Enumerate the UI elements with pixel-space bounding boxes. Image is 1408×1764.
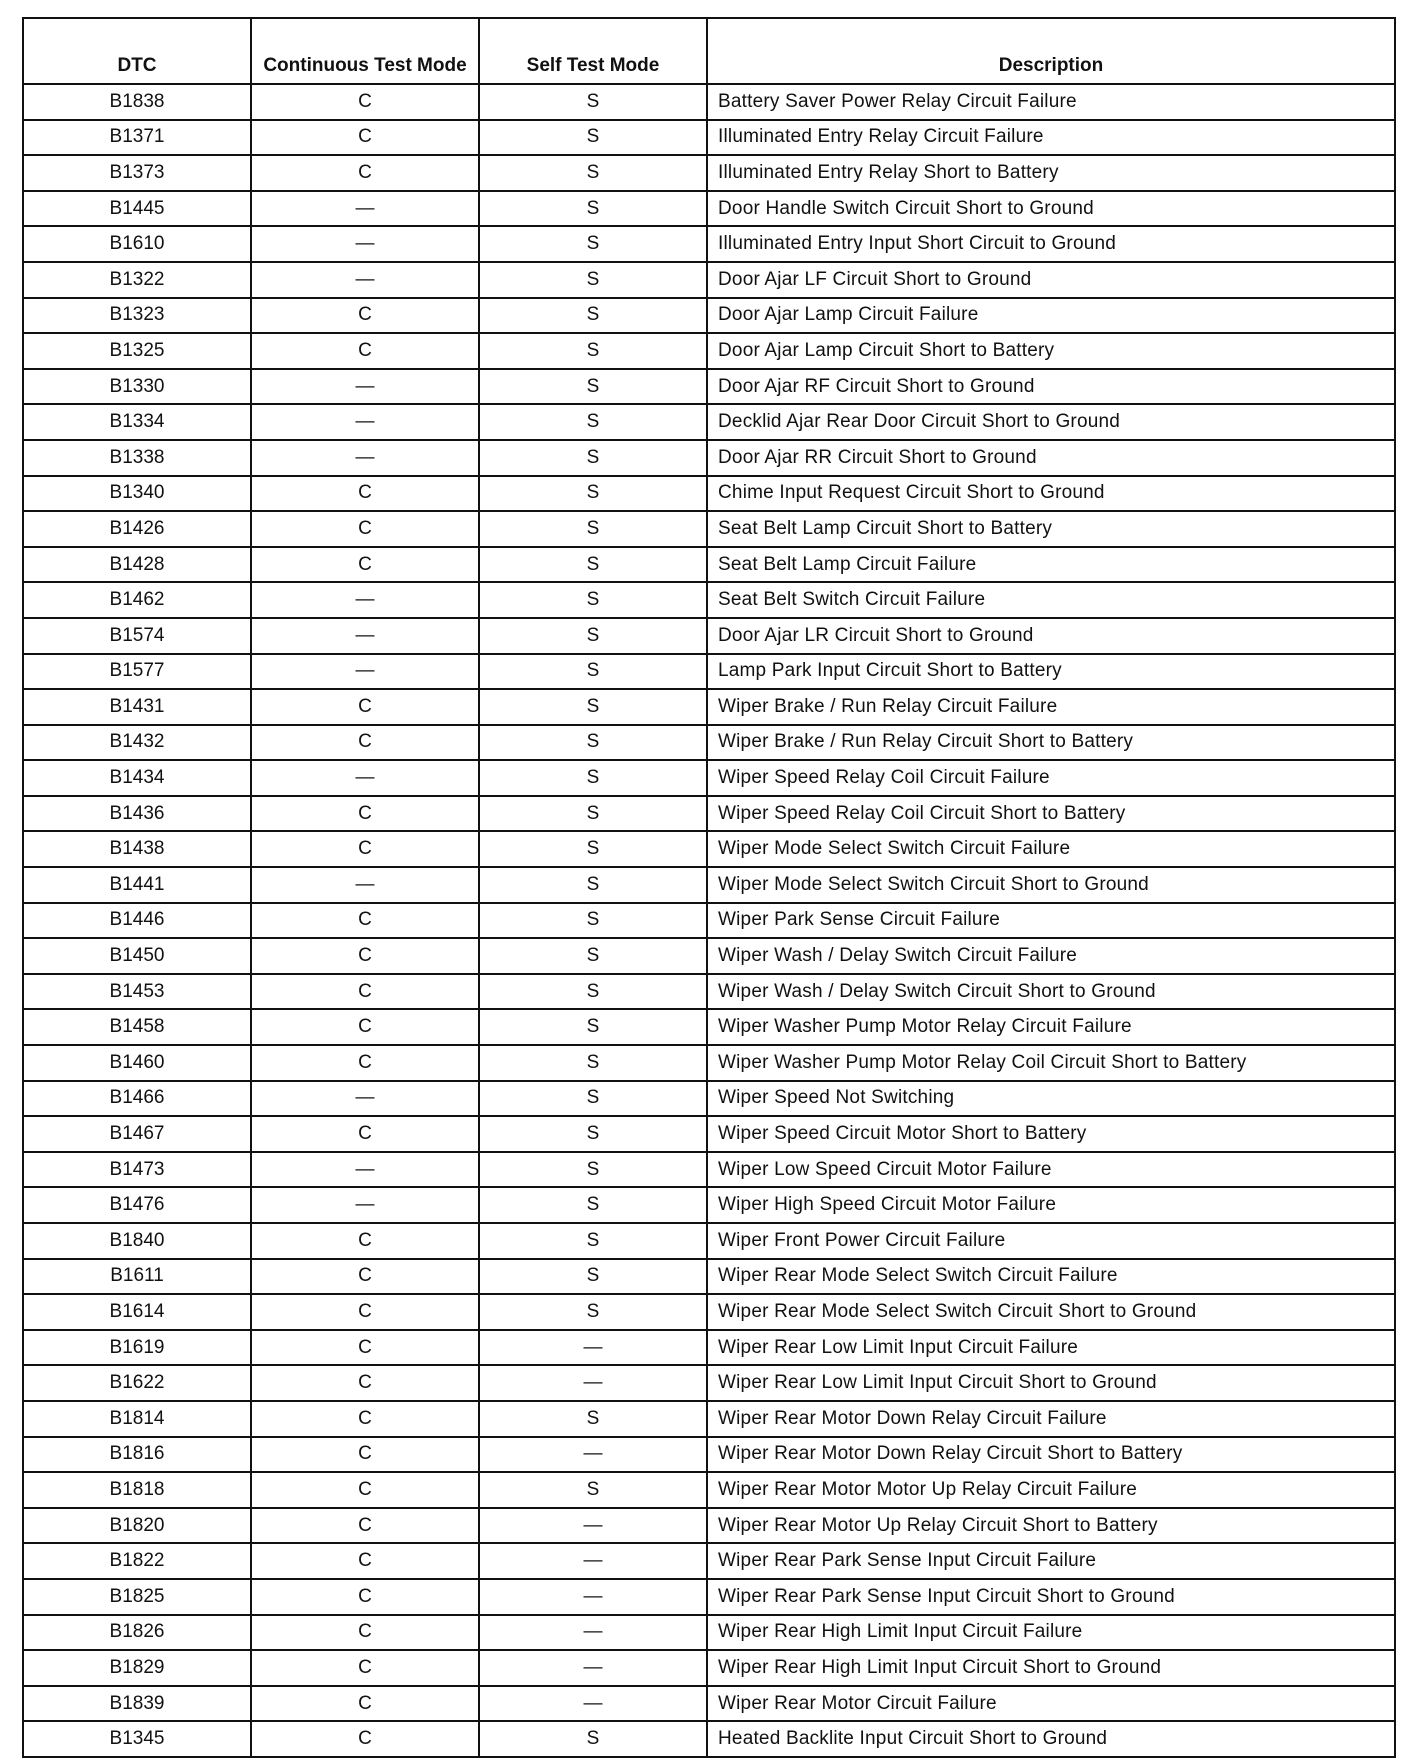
dtc-cell: B1577	[23, 654, 251, 690]
description-cell: Door Ajar LR Circuit Short to Ground	[707, 618, 1395, 654]
table-row	[23, 1116, 1395, 1152]
description-cell: Wiper Wash / Delay Switch Circuit Short to Ground	[707, 974, 1395, 1010]
table-row	[23, 511, 1395, 547]
table-row	[23, 226, 1395, 262]
dtc-cell: B1345	[23, 1721, 251, 1757]
continuous-test-cell: C	[251, 1365, 479, 1401]
table-row	[23, 333, 1395, 369]
continuous-test-cell: C	[251, 155, 479, 191]
table-row	[23, 1650, 1395, 1686]
continuous-test-cell: —	[251, 404, 479, 440]
dtc-cell: B1466	[23, 1081, 251, 1117]
continuous-test-cell: —	[251, 262, 479, 298]
continuous-test-cell: C	[251, 938, 479, 974]
continuous-test-cell: C	[251, 1650, 479, 1686]
table-row	[23, 369, 1395, 405]
self-test-cell: —	[479, 1686, 707, 1722]
description-cell: Wiper Speed Relay Coil Circuit Failure	[707, 760, 1395, 796]
description-cell: Wiper Rear Motor Down Relay Circuit Failure	[707, 1401, 1395, 1437]
table-row	[23, 1686, 1395, 1722]
self-test-cell: S	[479, 1721, 707, 1757]
description-cell: Wiper Rear Low Limit Input Circuit Short to Ground	[707, 1365, 1395, 1401]
dtc-cell: B1822	[23, 1543, 251, 1579]
header-self-test-mode: Self Test Mode	[479, 18, 707, 84]
continuous-test-cell: C	[251, 1437, 479, 1473]
dtc-cell: B1434	[23, 760, 251, 796]
description-cell: Wiper Washer Pump Motor Relay Circuit Failure	[707, 1009, 1395, 1045]
self-test-cell: S	[479, 120, 707, 156]
continuous-test-cell: C	[251, 298, 479, 334]
dtc-cell: B1325	[23, 333, 251, 369]
continuous-test-cell: C	[251, 1721, 479, 1757]
table-row	[23, 582, 1395, 618]
self-test-cell: S	[479, 1259, 707, 1295]
dtc-cell: B1574	[23, 618, 251, 654]
description-cell: Wiper Rear Motor Up Relay Circuit Short to Battery	[707, 1508, 1395, 1544]
continuous-test-cell: C	[251, 333, 479, 369]
self-test-cell: —	[479, 1365, 707, 1401]
dtc-cell: B1614	[23, 1294, 251, 1330]
description-cell: Wiper Speed Not Switching	[707, 1081, 1395, 1117]
self-test-cell: S	[479, 262, 707, 298]
description-cell: Wiper Rear Park Sense Input Circuit Short to Ground	[707, 1579, 1395, 1615]
continuous-test-cell: C	[251, 1615, 479, 1651]
self-test-cell: S	[479, 974, 707, 1010]
description-cell: Wiper Brake / Run Relay Circuit Short to Battery	[707, 725, 1395, 761]
continuous-test-cell: C	[251, 511, 479, 547]
self-test-cell: S	[479, 1401, 707, 1437]
description-cell: Wiper Rear Motor Circuit Failure	[707, 1686, 1395, 1722]
continuous-test-cell: C	[251, 120, 479, 156]
description-cell: Wiper Front Power Circuit Failure	[707, 1223, 1395, 1259]
table-row	[23, 618, 1395, 654]
continuous-test-cell: C	[251, 1508, 479, 1544]
self-test-cell: S	[479, 831, 707, 867]
continuous-test-cell: C	[251, 1045, 479, 1081]
dtc-cell: B1334	[23, 404, 251, 440]
table-row	[23, 689, 1395, 725]
description-cell: Door Ajar Lamp Circuit Short to Battery	[707, 333, 1395, 369]
table-row	[23, 440, 1395, 476]
self-test-cell: S	[479, 476, 707, 512]
self-test-cell: —	[479, 1543, 707, 1579]
continuous-test-cell: —	[251, 1152, 479, 1188]
continuous-test-cell: —	[251, 369, 479, 405]
self-test-cell: S	[479, 298, 707, 334]
dtc-cell: B1814	[23, 1401, 251, 1437]
continuous-test-cell: —	[251, 867, 479, 903]
table-row	[23, 1259, 1395, 1295]
continuous-test-cell: C	[251, 1009, 479, 1045]
description-cell: Wiper Park Sense Circuit Failure	[707, 903, 1395, 939]
description-cell: Wiper Washer Pump Motor Relay Coil Circuit Short to Battery	[707, 1045, 1395, 1081]
dtc-cell: B1838	[23, 84, 251, 120]
header-description: Description	[707, 18, 1395, 84]
table-row	[23, 1472, 1395, 1508]
description-cell: Heated Backlite Input Circuit Short to Ground	[707, 1721, 1395, 1757]
dtc-cell: B1473	[23, 1152, 251, 1188]
header-dtc: DTC	[23, 18, 251, 84]
header-continuous-test-mode: Continuous Test Mode	[251, 18, 479, 84]
description-cell: Wiper Speed Circuit Motor Short to Battery	[707, 1116, 1395, 1152]
continuous-test-cell: —	[251, 618, 479, 654]
continuous-test-cell: C	[251, 1401, 479, 1437]
table-row	[23, 974, 1395, 1010]
table-row	[23, 1401, 1395, 1437]
self-test-cell: S	[479, 369, 707, 405]
table-row	[23, 1045, 1395, 1081]
self-test-cell: S	[479, 155, 707, 191]
table-row	[23, 1223, 1395, 1259]
description-cell: Seat Belt Switch Circuit Failure	[707, 582, 1395, 618]
dtc-cell: B1825	[23, 1579, 251, 1615]
self-test-cell: S	[479, 618, 707, 654]
continuous-test-cell: C	[251, 1543, 479, 1579]
description-cell: Wiper Rear Mode Select Switch Circuit Short to Ground	[707, 1294, 1395, 1330]
self-test-cell: S	[479, 1294, 707, 1330]
continuous-test-cell: C	[251, 1116, 479, 1152]
description-cell: Lamp Park Input Circuit Short to Battery	[707, 654, 1395, 690]
dtc-cell: B1445	[23, 191, 251, 227]
continuous-test-cell: C	[251, 84, 479, 120]
description-cell: Wiper Speed Relay Coil Circuit Short to Battery	[707, 796, 1395, 832]
table-row	[23, 547, 1395, 583]
table-row	[23, 476, 1395, 512]
dtc-cell: B1441	[23, 867, 251, 903]
dtc-cell: B1330	[23, 369, 251, 405]
self-test-cell: S	[479, 867, 707, 903]
table-row	[23, 1187, 1395, 1223]
description-cell: Wiper Low Speed Circuit Motor Failure	[707, 1152, 1395, 1188]
dtc-cell: B1460	[23, 1045, 251, 1081]
dtc-cell: B1453	[23, 974, 251, 1010]
table-row	[23, 654, 1395, 690]
self-test-cell: S	[479, 1152, 707, 1188]
self-test-cell: S	[479, 1116, 707, 1152]
self-test-cell: —	[479, 1579, 707, 1615]
description-cell: Wiper Rear High Limit Input Circuit Failure	[707, 1615, 1395, 1651]
dtc-cell: B1450	[23, 938, 251, 974]
description-cell: Wiper Rear Motor Motor Up Relay Circuit Failure	[707, 1472, 1395, 1508]
self-test-cell: S	[479, 191, 707, 227]
dtc-cell: B1610	[23, 226, 251, 262]
self-test-cell: S	[479, 1081, 707, 1117]
table-row	[23, 1152, 1395, 1188]
continuous-test-cell: C	[251, 689, 479, 725]
table-row	[23, 84, 1395, 120]
table-row	[23, 796, 1395, 832]
description-cell: Wiper Rear Motor Down Relay Circuit Short to Battery	[707, 1437, 1395, 1473]
continuous-test-cell: C	[251, 1579, 479, 1615]
description-cell: Illuminated Entry Input Short Circuit to Ground	[707, 226, 1395, 262]
continuous-test-cell: C	[251, 1686, 479, 1722]
continuous-test-cell: —	[251, 654, 479, 690]
dtc-cell: B1340	[23, 476, 251, 512]
dtc-cell: B1438	[23, 831, 251, 867]
continuous-test-cell: —	[251, 440, 479, 476]
dtc-cell: B1839	[23, 1686, 251, 1722]
self-test-cell: S	[479, 404, 707, 440]
dtc-table	[22, 17, 1396, 1758]
dtc-cell: B1373	[23, 155, 251, 191]
table-row	[23, 867, 1395, 903]
description-cell: Seat Belt Lamp Circuit Failure	[707, 547, 1395, 583]
self-test-cell: —	[479, 1330, 707, 1366]
description-cell: Chime Input Request Circuit Short to Ground	[707, 476, 1395, 512]
dtc-cell: B1371	[23, 120, 251, 156]
description-cell: Illuminated Entry Relay Short to Battery	[707, 155, 1395, 191]
self-test-cell: —	[479, 1508, 707, 1544]
table-row	[23, 404, 1395, 440]
continuous-test-cell: —	[251, 1081, 479, 1117]
dtc-cell: B1432	[23, 725, 251, 761]
continuous-test-cell: C	[251, 903, 479, 939]
self-test-cell: S	[479, 440, 707, 476]
self-test-cell: —	[479, 1615, 707, 1651]
continuous-test-cell: C	[251, 1330, 479, 1366]
dtc-cell: B1446	[23, 903, 251, 939]
table-row	[23, 298, 1395, 334]
self-test-cell: S	[479, 547, 707, 583]
continuous-test-cell: C	[251, 476, 479, 512]
table-row	[23, 903, 1395, 939]
description-cell: Wiper Rear Mode Select Switch Circuit Failure	[707, 1259, 1395, 1295]
self-test-cell: S	[479, 654, 707, 690]
description-cell: Door Ajar RF Circuit Short to Ground	[707, 369, 1395, 405]
dtc-cell: B1818	[23, 1472, 251, 1508]
description-cell: Decklid Ajar Rear Door Circuit Short to Ground	[707, 404, 1395, 440]
self-test-cell: —	[479, 1650, 707, 1686]
dtc-cell: B1619	[23, 1330, 251, 1366]
table-row	[23, 262, 1395, 298]
table-row	[23, 831, 1395, 867]
continuous-test-cell: C	[251, 796, 479, 832]
dtc-cell: B1816	[23, 1437, 251, 1473]
dtc-cell: B1476	[23, 1187, 251, 1223]
description-cell: Wiper Rear Park Sense Input Circuit Failure	[707, 1543, 1395, 1579]
continuous-test-cell: —	[251, 191, 479, 227]
description-cell: Wiper Wash / Delay Switch Circuit Failure	[707, 938, 1395, 974]
description-cell: Door Ajar RR Circuit Short to Ground	[707, 440, 1395, 476]
self-test-cell: S	[479, 511, 707, 547]
self-test-cell: S	[479, 903, 707, 939]
dtc-cell: B1622	[23, 1365, 251, 1401]
dtc-cell: B1436	[23, 796, 251, 832]
self-test-cell: S	[479, 333, 707, 369]
dtc-cell: B1338	[23, 440, 251, 476]
self-test-cell: —	[479, 1437, 707, 1473]
self-test-cell: S	[479, 796, 707, 832]
table-row	[23, 1330, 1395, 1366]
dtc-cell: B1826	[23, 1615, 251, 1651]
table-row	[23, 1365, 1395, 1401]
continuous-test-cell: C	[251, 1472, 479, 1508]
continuous-test-cell: —	[251, 1187, 479, 1223]
dtc-cell: B1462	[23, 582, 251, 618]
self-test-cell: S	[479, 725, 707, 761]
dtc-cell: B1820	[23, 1508, 251, 1544]
continuous-test-cell: —	[251, 760, 479, 796]
dtc-cell: B1322	[23, 262, 251, 298]
self-test-cell: S	[479, 1223, 707, 1259]
table-row	[23, 155, 1395, 191]
description-cell: Door Handle Switch Circuit Short to Ground	[707, 191, 1395, 227]
dtc-cell: B1829	[23, 1650, 251, 1686]
continuous-test-cell: C	[251, 1294, 479, 1330]
self-test-cell: S	[479, 1009, 707, 1045]
dtc-cell: B1840	[23, 1223, 251, 1259]
dtc-cell: B1323	[23, 298, 251, 334]
table-row	[23, 725, 1395, 761]
table-row	[23, 120, 1395, 156]
table-row	[23, 938, 1395, 974]
self-test-cell: S	[479, 689, 707, 725]
continuous-test-cell: —	[251, 582, 479, 618]
dtc-cell: B1611	[23, 1259, 251, 1295]
description-cell: Wiper Rear High Limit Input Circuit Short to Ground	[707, 1650, 1395, 1686]
self-test-cell: S	[479, 582, 707, 618]
self-test-cell: S	[479, 938, 707, 974]
description-cell: Battery Saver Power Relay Circuit Failure	[707, 84, 1395, 120]
table-row	[23, 191, 1395, 227]
table-row	[23, 1081, 1395, 1117]
table-row	[23, 1508, 1395, 1544]
continuous-test-cell: C	[251, 831, 479, 867]
description-cell: Wiper High Speed Circuit Motor Failure	[707, 1187, 1395, 1223]
description-cell: Wiper Brake / Run Relay Circuit Failure	[707, 689, 1395, 725]
table-row	[23, 760, 1395, 796]
header-row	[23, 18, 1395, 84]
table-row	[23, 1437, 1395, 1473]
self-test-cell: S	[479, 1187, 707, 1223]
description-cell: Door Ajar Lamp Circuit Failure	[707, 298, 1395, 334]
description-cell: Illuminated Entry Relay Circuit Failure	[707, 120, 1395, 156]
continuous-test-cell: —	[251, 226, 479, 262]
dtc-cell: B1426	[23, 511, 251, 547]
description-cell: Seat Belt Lamp Circuit Short to Battery	[707, 511, 1395, 547]
dtc-cell: B1428	[23, 547, 251, 583]
self-test-cell: S	[479, 1045, 707, 1081]
continuous-test-cell: C	[251, 974, 479, 1010]
description-cell: Wiper Mode Select Switch Circuit Short to Ground	[707, 867, 1395, 903]
continuous-test-cell: C	[251, 1259, 479, 1295]
self-test-cell: S	[479, 760, 707, 796]
self-test-cell: S	[479, 226, 707, 262]
table-row	[23, 1543, 1395, 1579]
continuous-test-cell: C	[251, 1223, 479, 1259]
dtc-cell: B1458	[23, 1009, 251, 1045]
table-row	[23, 1615, 1395, 1651]
continuous-test-cell: C	[251, 725, 479, 761]
table-row	[23, 1721, 1395, 1757]
table-row	[23, 1294, 1395, 1330]
self-test-cell: S	[479, 1472, 707, 1508]
description-cell: Wiper Mode Select Switch Circuit Failure	[707, 831, 1395, 867]
dtc-cell: B1431	[23, 689, 251, 725]
table-row	[23, 1009, 1395, 1045]
continuous-test-cell: C	[251, 547, 479, 583]
self-test-cell: S	[479, 84, 707, 120]
description-cell: Wiper Rear Low Limit Input Circuit Failure	[707, 1330, 1395, 1366]
dtc-cell: B1467	[23, 1116, 251, 1152]
table-row	[23, 1579, 1395, 1615]
description-cell: Door Ajar LF Circuit Short to Ground	[707, 262, 1395, 298]
